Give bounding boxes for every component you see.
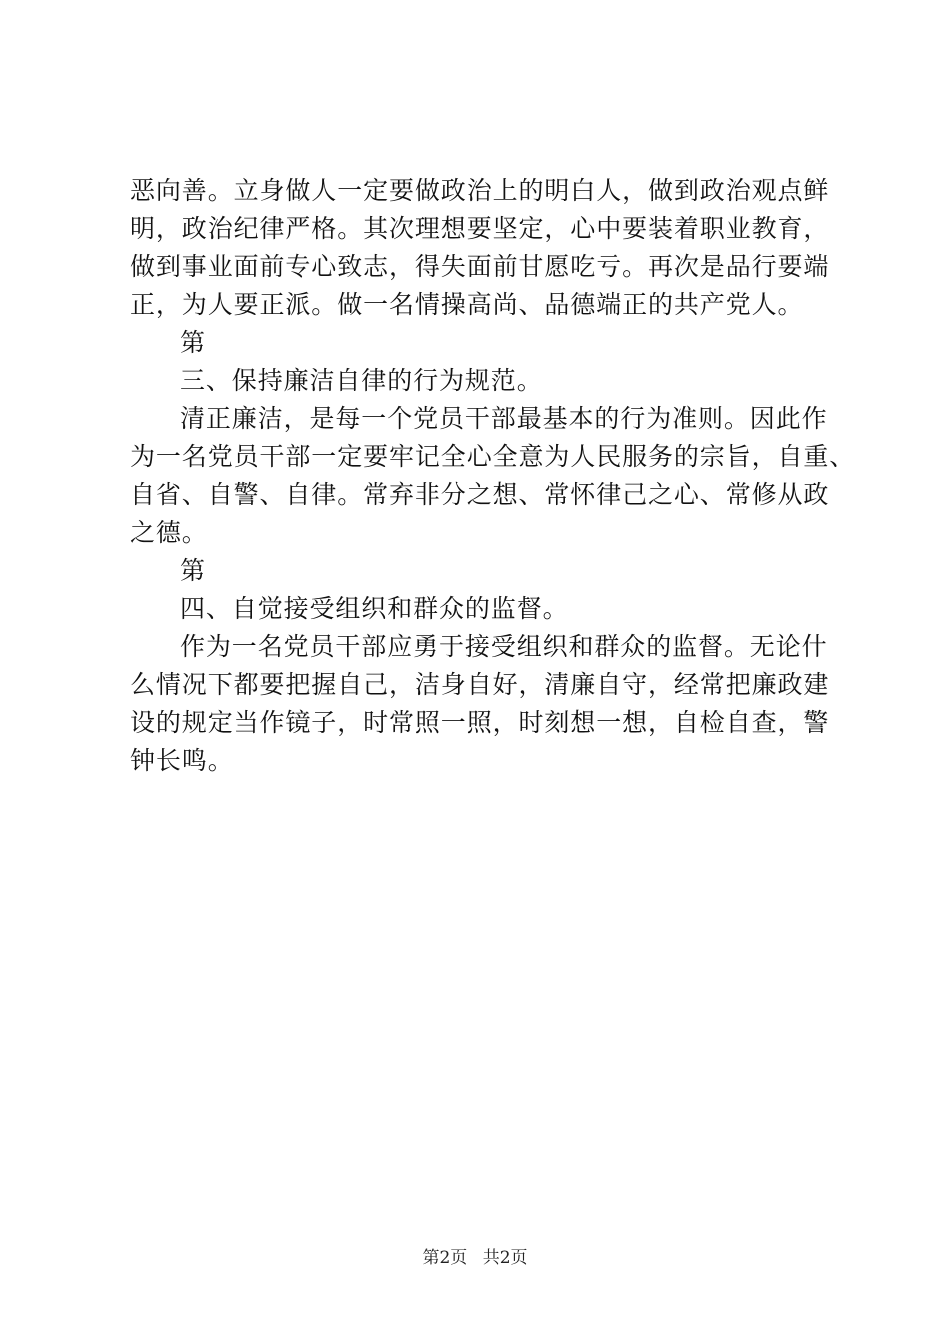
text-line: 四、自觉接受组织和群众的监督。 xyxy=(180,594,569,623)
text-line: 自省、自警、自律。常弃非分之想、常怀律己之心、常修从政 xyxy=(130,480,830,509)
text-line: 作为一名党员干部应勇于接受组织和群众的监督。无论什 xyxy=(180,632,828,661)
text-line: 做到事业面前专心致志，得失面前甘愿吃亏。再次是品行要端 xyxy=(130,252,830,281)
text-line: 明，政治纪律严格。其次理想要坚定，心中要装着职业教育， xyxy=(130,214,830,243)
page-number: 第2页 xyxy=(422,1248,468,1268)
text-line: 设的规定当作镜子，时常照一照，时刻想一想，自检自查，警 xyxy=(130,708,830,737)
document-body xyxy=(130,172,856,780)
text-line: 么情况下都要把握自己，洁身自好，清廉自守，经常把廉政建 xyxy=(130,670,830,699)
text-line: 恶向善。立身做人一定要做政治上的明白人，做到政治观点鲜 xyxy=(130,176,830,205)
text-line: 第 xyxy=(180,556,206,585)
text-line: 之德。 xyxy=(130,518,208,547)
text-line: 正，为人要正派。做一名情操高尚、品德端正的共产党人。 xyxy=(130,290,804,319)
text-line: 钟长鸣。 xyxy=(130,746,234,775)
text-line: 清正廉洁，是每一个党员干部最基本的行为准则。因此作 xyxy=(180,404,828,433)
text-line: 为一名党员干部一定要牢记全心全意为人民服务的宗旨，自重、 xyxy=(130,442,856,471)
page-total: 共2页 xyxy=(482,1248,528,1268)
page-footer xyxy=(0,1243,950,1268)
text-line: 第 xyxy=(180,328,206,357)
text-line: 三、保持廉洁自律的行为规范。 xyxy=(180,366,543,395)
